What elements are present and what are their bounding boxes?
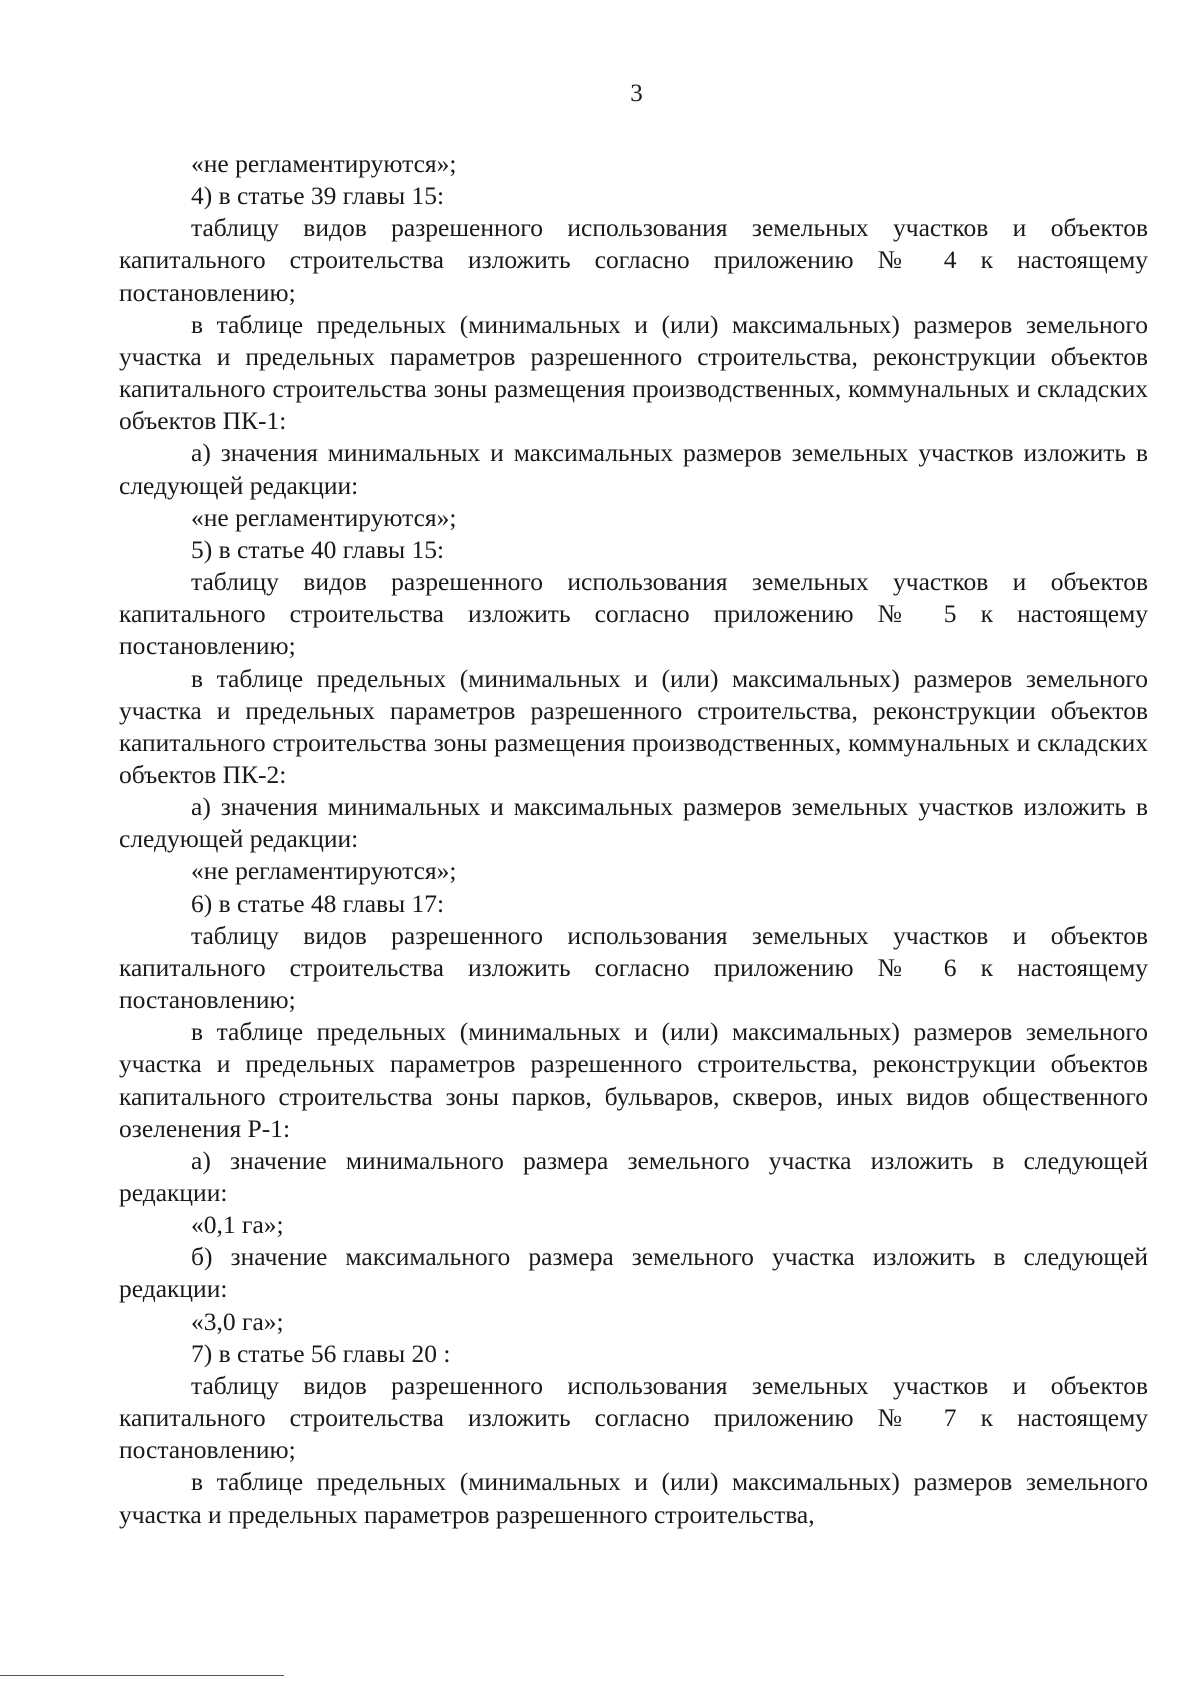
paragraph: а) значения минимальных и максимальных размеров земельных участков изложить в следующей редакции: bbox=[119, 438, 1148, 500]
paragraph: «не регламентируются»; bbox=[191, 856, 457, 886]
paragraph: «0,1 га»; bbox=[191, 1210, 284, 1240]
paragraph: б) значение максимального размера земельного участка изложить в следующей редакции: bbox=[119, 1242, 1148, 1304]
paragraph: 4) в статье 39 главы 15: bbox=[191, 181, 445, 211]
paragraph: а) значение минимального размера земельного участка изложить в следующей редакции: bbox=[119, 1145, 1148, 1207]
paragraph: таблицу видов разрешенного использования земельных участков и объектов капитального строительства изложить согласно приложению № 4 к настоящему постановлению; bbox=[119, 213, 1148, 307]
paragraph: а) значения минимальных и максимальных размеров земельных участков изложить в следующей редакции: bbox=[119, 792, 1148, 854]
paragraph: 5) в статье 40 главы 15: bbox=[191, 534, 445, 564]
paragraph: в таблице предельных (минимальных и (или) максимальных) размеров земельного участка и предельных параметров разрешенного строительства, реконструкции объектов капитального строительства зоны размещения производственных, коммунальных и складских объектов ПК-1: bbox=[119, 309, 1148, 436]
page-number: 3 bbox=[630, 80, 643, 107]
paragraph: 6) в статье 48 главы 17: bbox=[191, 888, 445, 918]
paragraph: 7) в статье 56 главы 20 : bbox=[191, 1338, 451, 1368]
document-body bbox=[119, 148, 1148, 1531]
paragraph: «3,0 га»; bbox=[191, 1306, 284, 1336]
paragraph: таблицу видов разрешенного использования земельных участков и объектов капитального строительства изложить согласно приложению № 5 к настоящему постановлению; bbox=[119, 567, 1148, 661]
paragraph: «не регламентируются»; bbox=[191, 149, 457, 178]
paragraph: «не регламентируются»; bbox=[191, 502, 457, 532]
paragraph: в таблице предельных (минимальных и (или) максимальных) размеров земельного участка и предельных параметров разрешенного строительства, реконструкции объектов капитального строительства зоны размещения производственных, коммунальных и складских объектов ПК-2: bbox=[119, 663, 1148, 789]
paragraph: в таблице предельных (минимальных и (или) максимальных) размеров земельного участка и предельных параметров разрешенного строительства, bbox=[119, 1467, 1148, 1529]
paragraph: таблицу видов разрешенного использования земельных участков и объектов капитального строительства изложить согласно приложению № 7 к настоящему постановлению; bbox=[119, 1370, 1148, 1465]
paragraph: таблицу видов разрешенного использования земельных участков и объектов капитального строительства изложить согласно приложению № 6 к настоящему постановлению; bbox=[119, 920, 1148, 1015]
paragraph: в таблице предельных (минимальных и (или) максимальных) размеров земельного участка и предельных параметров разрешенного строительства, реконструкции объектов капитального строительства зоны парков, бульваров, скверов, иных видов общественного озеленения Р-1: bbox=[119, 1017, 1148, 1143]
footer-rule bbox=[0, 1675, 284, 1676]
